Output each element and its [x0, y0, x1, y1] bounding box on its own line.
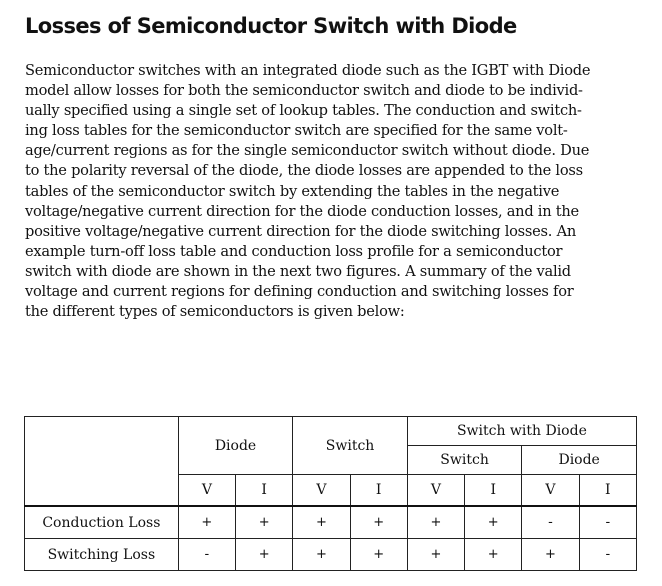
table-cell: +: [236, 539, 293, 571]
paragraph-line: switch with diode are shown in the next two figures. A summary of the valid: [25, 262, 571, 280]
paragraph-line: the different types of semiconductors is given below:: [25, 303, 405, 321]
table-cell: -: [178, 539, 235, 571]
table-cell: +: [350, 506, 407, 539]
paragraph-line: ually specified using a single set of lookup tables. The conduction and switch-: [25, 102, 582, 120]
header-diode: Diode: [178, 417, 293, 475]
table-cell: +: [522, 539, 579, 571]
table-corner-cell: [25, 417, 179, 507]
row-label-switching-loss: Switching Loss: [25, 539, 179, 571]
paragraph-line: example turn-off loss table and conduction loss profile for a semiconductor: [25, 242, 563, 260]
subheader-switch: Switch: [407, 446, 522, 475]
table-cell: +: [407, 506, 464, 539]
paragraph-line: tables of the semiconductor switch by extending the tables in the negative: [25, 182, 560, 200]
paragraph-line: voltage and current regions for defining conduction and switching losses for: [25, 283, 574, 301]
column-header-v: V: [407, 475, 464, 507]
paragraph-line: age/current regions as for the single semiconductor switch without diode. Due: [25, 142, 590, 160]
table-cell: +: [465, 506, 522, 539]
paragraph-line: voltage/negative current direction for the diode conduction losses, and in the: [25, 202, 579, 220]
table-cell: +: [178, 506, 235, 539]
column-header-v: V: [522, 475, 579, 507]
loss-regions-table: [24, 416, 637, 571]
table-cell: +: [293, 539, 350, 571]
column-header-v: V: [293, 475, 350, 507]
table-row-switching-loss: [25, 539, 637, 571]
table-cell: +: [407, 539, 464, 571]
column-header-i: I: [350, 475, 407, 507]
subheader-diode: Diode: [522, 446, 637, 475]
table-cell: -: [579, 539, 636, 571]
row-label-conduction-loss: Conduction Loss: [25, 506, 179, 539]
paragraph-line: to the polarity reversal of the diode, the diode losses are appended to the loss: [25, 162, 583, 180]
paragraph-line: positive voltage/negative current direction for the diode switching losses. An: [25, 222, 577, 240]
header-switch: Switch: [293, 417, 408, 475]
table-cell: -: [522, 506, 579, 539]
table-cell: -: [579, 506, 636, 539]
table-cell: +: [465, 539, 522, 571]
paragraph-line: ing loss tables for the semiconductor switch are specified for the same volt-: [25, 122, 568, 140]
page-title: Losses of Semiconductor Switch with Diode: [25, 14, 517, 38]
table-row-conduction-loss: [25, 506, 637, 539]
paragraph-line: model allow losses for both the semiconductor switch and diode to be individ-: [25, 82, 583, 100]
column-header-i: I: [236, 475, 293, 507]
header-switch-with-diode: Switch with Diode: [407, 417, 636, 446]
column-header-i: I: [465, 475, 522, 507]
column-header-i: I: [579, 475, 636, 507]
table-cell: +: [293, 506, 350, 539]
paragraph-line: Semiconductor switches with an integrated diode such as the IGBT with Diode: [25, 62, 591, 79]
column-header-v: V: [178, 475, 235, 507]
table-cell: +: [236, 506, 293, 539]
description-paragraph: [25, 61, 645, 322]
table-cell: +: [350, 539, 407, 571]
